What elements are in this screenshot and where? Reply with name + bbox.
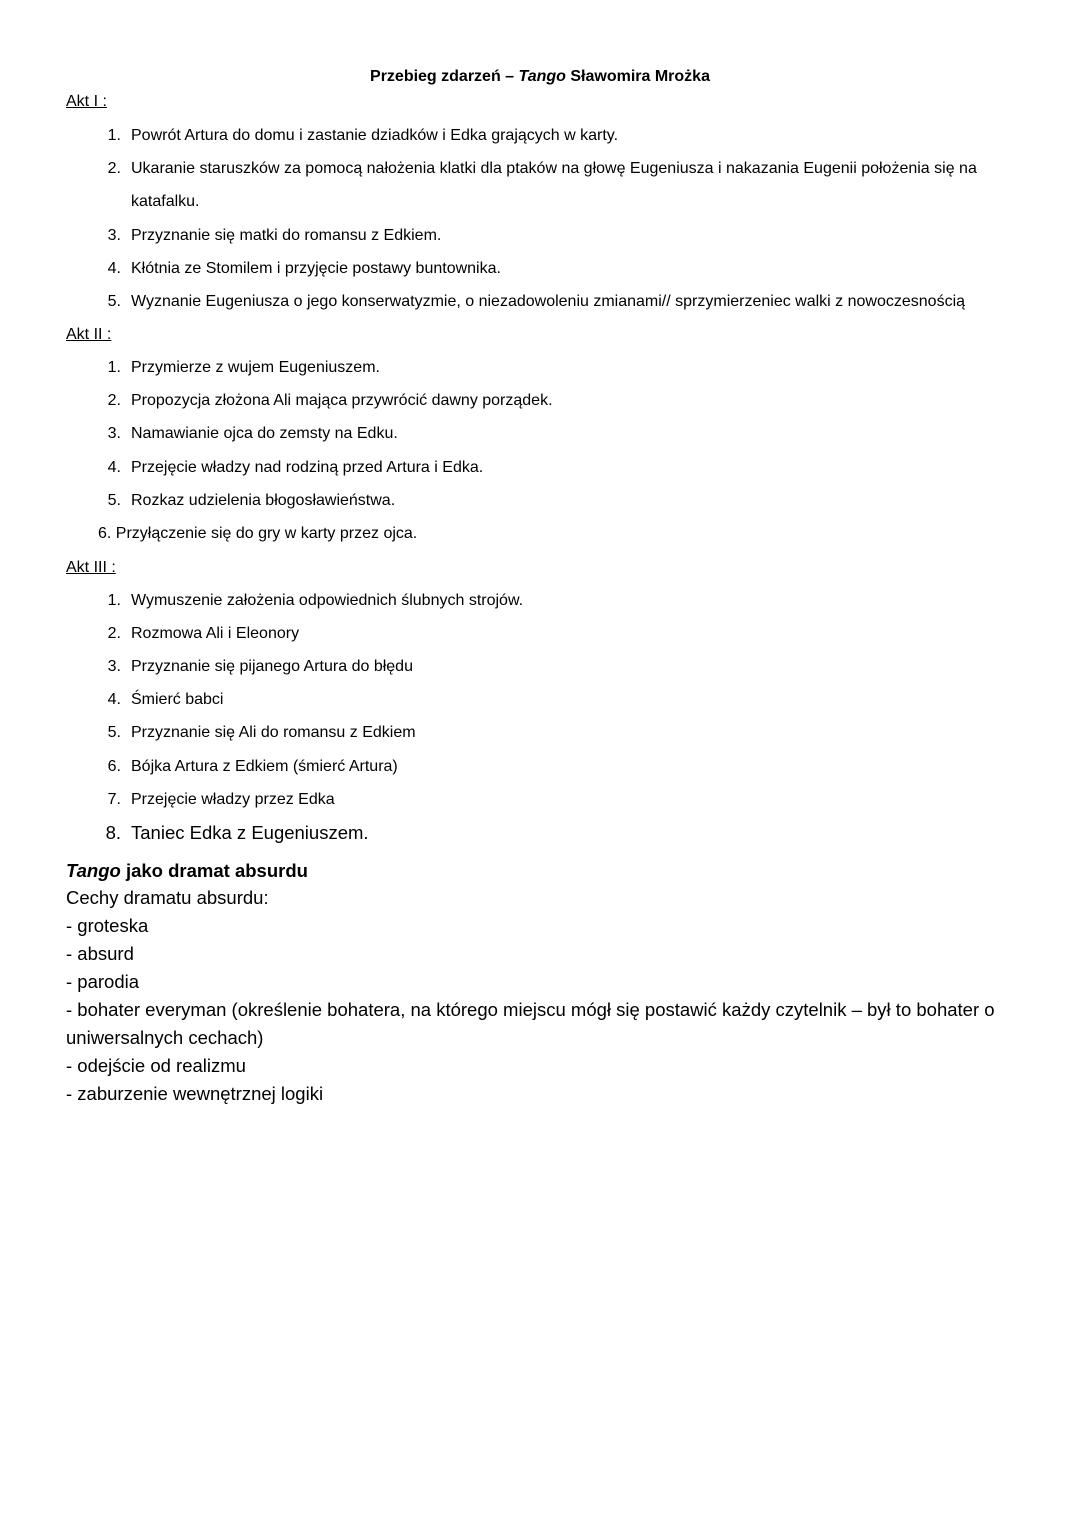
list-item-text: Śmierć babci <box>131 691 224 708</box>
list-item-number: 4. <box>107 260 121 277</box>
section-intro: Cechy dramatu absurdu: <box>66 887 269 908</box>
feature-item-continuation: uniwersalnych cechach) <box>66 1027 264 1048</box>
list-item-number: 8. <box>105 822 121 843</box>
list-item-text: Propozycja złożona Ali mająca przywrócić dawny porządek. <box>131 392 553 409</box>
list-item-text: Powrót Artura do domu i zastanie dziadków i Edka grających w karty. <box>131 127 619 144</box>
section-title-italic: Tango <box>66 860 121 881</box>
list-item-number: 4. <box>107 459 121 476</box>
section-title <box>66 859 308 883</box>
page-title <box>0 66 1080 88</box>
list-item-text: Taniec Edka z Eugeniuszem. <box>131 822 369 843</box>
list-item-text: Bójka Artura z Edkiem (śmierć Artura) <box>131 758 398 775</box>
act-1-heading: Akt I : <box>66 93 107 110</box>
title-suffix: Sławomira Mrożka <box>565 68 710 85</box>
list-item-number: 3. <box>107 227 121 244</box>
list-item-number: 5. <box>107 492 121 509</box>
list-item-text: Przyznanie się matki do romansu z Edkiem. <box>131 227 442 244</box>
feature-item: - bohater everyman (określenie bohatera, na którego miejscu mógł się postawić każdy czytelnik – był to bohater o <box>66 999 995 1020</box>
list-item-text: Przyznanie się Ali do romansu z Edkiem <box>131 724 416 741</box>
list-item-number: 5. <box>107 724 121 741</box>
feature-item: - absurd <box>66 943 134 964</box>
list-item-text: Kłótnia ze Stomilem i przyjęcie postawy buntownika. <box>131 260 501 277</box>
title-prefix: Przebieg zdarzeń – <box>370 68 519 85</box>
feature-item: - odejście od realizmu <box>66 1055 246 1076</box>
list-item-number: 2. <box>107 392 121 409</box>
list-item-number: 2. <box>107 625 121 642</box>
list-item-number: 2. <box>107 160 121 177</box>
list-item-text: Rozmowa Ali i Eleonory <box>131 625 300 642</box>
list-item-text: Przymierze z wujem Eugeniuszem. <box>131 359 380 376</box>
list-item-number: 7. <box>107 791 121 808</box>
list-item-number: 1. <box>107 359 121 376</box>
act-2-heading: Akt II : <box>66 326 112 343</box>
list-item-text: Namawianie ojca do zemsty na Edku. <box>131 425 398 442</box>
section-title-rest: jako dramat absurdu <box>120 860 308 881</box>
list-item-continuation: katafalku. <box>131 193 200 210</box>
list-item: 6. Przyłączenie się do gry w karty przez ojca. <box>98 525 418 542</box>
feature-item: - parodia <box>66 971 140 992</box>
list-item-text: Wyznanie Eugeniusza o jego konserwatyzmie, o niezadowoleniu zmianami// sprzymierzeniec walki z nowoczesnością <box>131 293 966 310</box>
list-item-text: Przejęcie władzy przez Edka <box>131 791 335 808</box>
list-item-text: Przyznanie się pijanego Artura do błędu <box>131 658 413 675</box>
list-item-text: Rozkaz udzielenia błogosławieństwa. <box>131 492 396 509</box>
title-italic: Tango <box>518 68 566 85</box>
list-item-text: Przejęcie władzy nad rodziną przed Artura i Edka. <box>131 459 484 476</box>
list-item-text: Ukaranie staruszków za pomocą nałożenia klatki dla ptaków na głowę Eugeniusza i nakazania Eugenii położenia się na <box>131 160 977 177</box>
list-item-number: 1. <box>107 127 121 144</box>
list-item-number: 1. <box>107 592 121 609</box>
list-item-number: 4. <box>107 691 121 708</box>
feature-item: - groteska <box>66 915 149 936</box>
list-item-number: 6. <box>107 758 121 775</box>
list-item-text: Wymuszenie założenia odpowiednich ślubnych strojów. <box>131 592 524 609</box>
list-item-number: 5. <box>107 293 121 310</box>
feature-item: - zaburzenie wewnętrznej logiki <box>66 1083 324 1104</box>
list-item-number: 3. <box>107 425 121 442</box>
list-item-number: 3. <box>107 658 121 675</box>
act-3-heading: Akt III : <box>66 559 116 576</box>
